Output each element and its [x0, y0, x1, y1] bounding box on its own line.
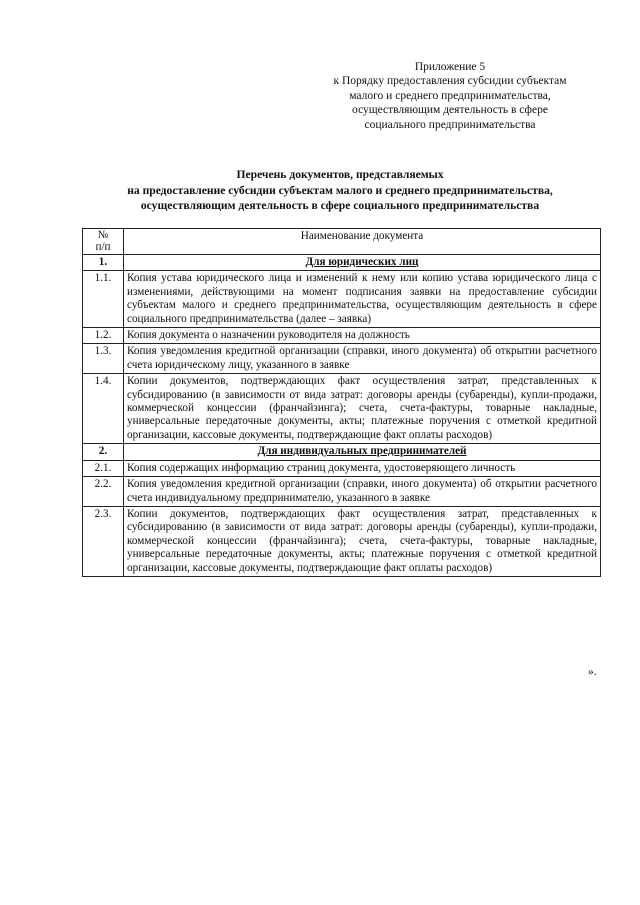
title-line: Перечень документов, представляемых	[236, 168, 444, 181]
document-title	[80, 167, 600, 214]
section-title: Для юридических лиц	[124, 255, 601, 271]
row-number: 1.1.	[83, 271, 124, 328]
section-title: Для индивидуальных предпринимателей	[124, 444, 601, 460]
table-row	[83, 328, 601, 344]
title-line: на предоставление субсидии субъектам малого и среднего предпринимательства,	[127, 183, 553, 197]
row-number: 2.1.	[83, 460, 124, 476]
section-row	[83, 255, 601, 271]
table-row	[83, 271, 601, 328]
row-text: Копии документов, подтверждающих факт осуществления затрат, представленных к субсидированию (в зависимости от вида затрат: договоры аренды (субаренды), купли-продажи, коммерческой концессии (франчайзинга); счета, счета-фактуры, товарные накладные, универсальные передаточные документы, акты; платежные поручения с отметкой кредитной организации, кассовые документы, подтверждающие факт оплаты расходов)	[124, 506, 601, 576]
row-text: Копия содержащих информацию страниц документа, удостоверяющего личность	[124, 460, 601, 476]
section-row	[83, 444, 601, 460]
row-text: Копия уведомления кредитной организации (справки, иного документа) об открытии расчетного счета индивидуальному предпринимателю, указанного в заявке	[124, 477, 601, 507]
appendix-line: малого и среднего предпринимательства,	[349, 89, 551, 102]
title-line: осуществляющим деятельность в сфере социального предпринимательства	[140, 199, 540, 212]
row-text: Копия устава юридического лица и изменений к нему или копию устава юридического лица с изменениями, действующими на момент подписания заявки на предоставление субсидии субъектам малого и среднего предпринимательства, осуществляющим деятельность в сфере социального предпринимательства (далее – заявка)	[124, 271, 601, 328]
row-text: Копия уведомления кредитной организации (справки, иного документа) об открытии расчетного счета юридическому лицу, указанного в заявке	[124, 344, 601, 374]
row-number: 1.2.	[83, 328, 124, 344]
table-row	[83, 460, 601, 476]
section-number: 2.	[83, 444, 124, 460]
header-number-line2: п/п	[95, 240, 111, 253]
section-number: 1.	[83, 255, 124, 271]
appendix-note	[300, 60, 600, 132]
closing-quote: ».	[588, 666, 597, 678]
appendix-line: Приложение 5	[414, 61, 486, 73]
table-row	[83, 506, 601, 576]
header-document-name: Наименование документа	[124, 229, 601, 255]
appendix-line: социального предпринимательства	[364, 118, 536, 131]
row-number: 2.3.	[83, 506, 124, 576]
appendix-line: к Порядку предоставления субсидии субъектам	[333, 75, 567, 88]
row-number: 1.3.	[83, 344, 124, 374]
documents-table	[82, 228, 601, 577]
table-row	[83, 344, 601, 374]
table-row	[83, 374, 601, 444]
table-header-row	[83, 229, 601, 255]
row-number: 2.2.	[83, 477, 124, 507]
row-text: Копия документа о назначении руководителя на должность	[124, 328, 601, 344]
appendix-line: осуществляющим деятельность в сфере	[352, 104, 548, 117]
header-number-line1: №	[97, 229, 109, 241]
table-row	[83, 477, 601, 507]
row-text: Копии документов, подтверждающих факт осуществления затрат, представленных к субсидированию (в зависимости от вида затрат: договоры аренды (субаренды), купли-продажи, коммерческой концессии (франчайзинга); счета, счета-фактуры, товарные накладные, универсальные передаточные документы, акты; платежные поручения с отметкой кредитной организации, кассовые документы, подтверждающие факт оплаты расходов)	[124, 374, 601, 444]
row-number: 1.4.	[83, 374, 124, 444]
header-number	[83, 229, 124, 255]
